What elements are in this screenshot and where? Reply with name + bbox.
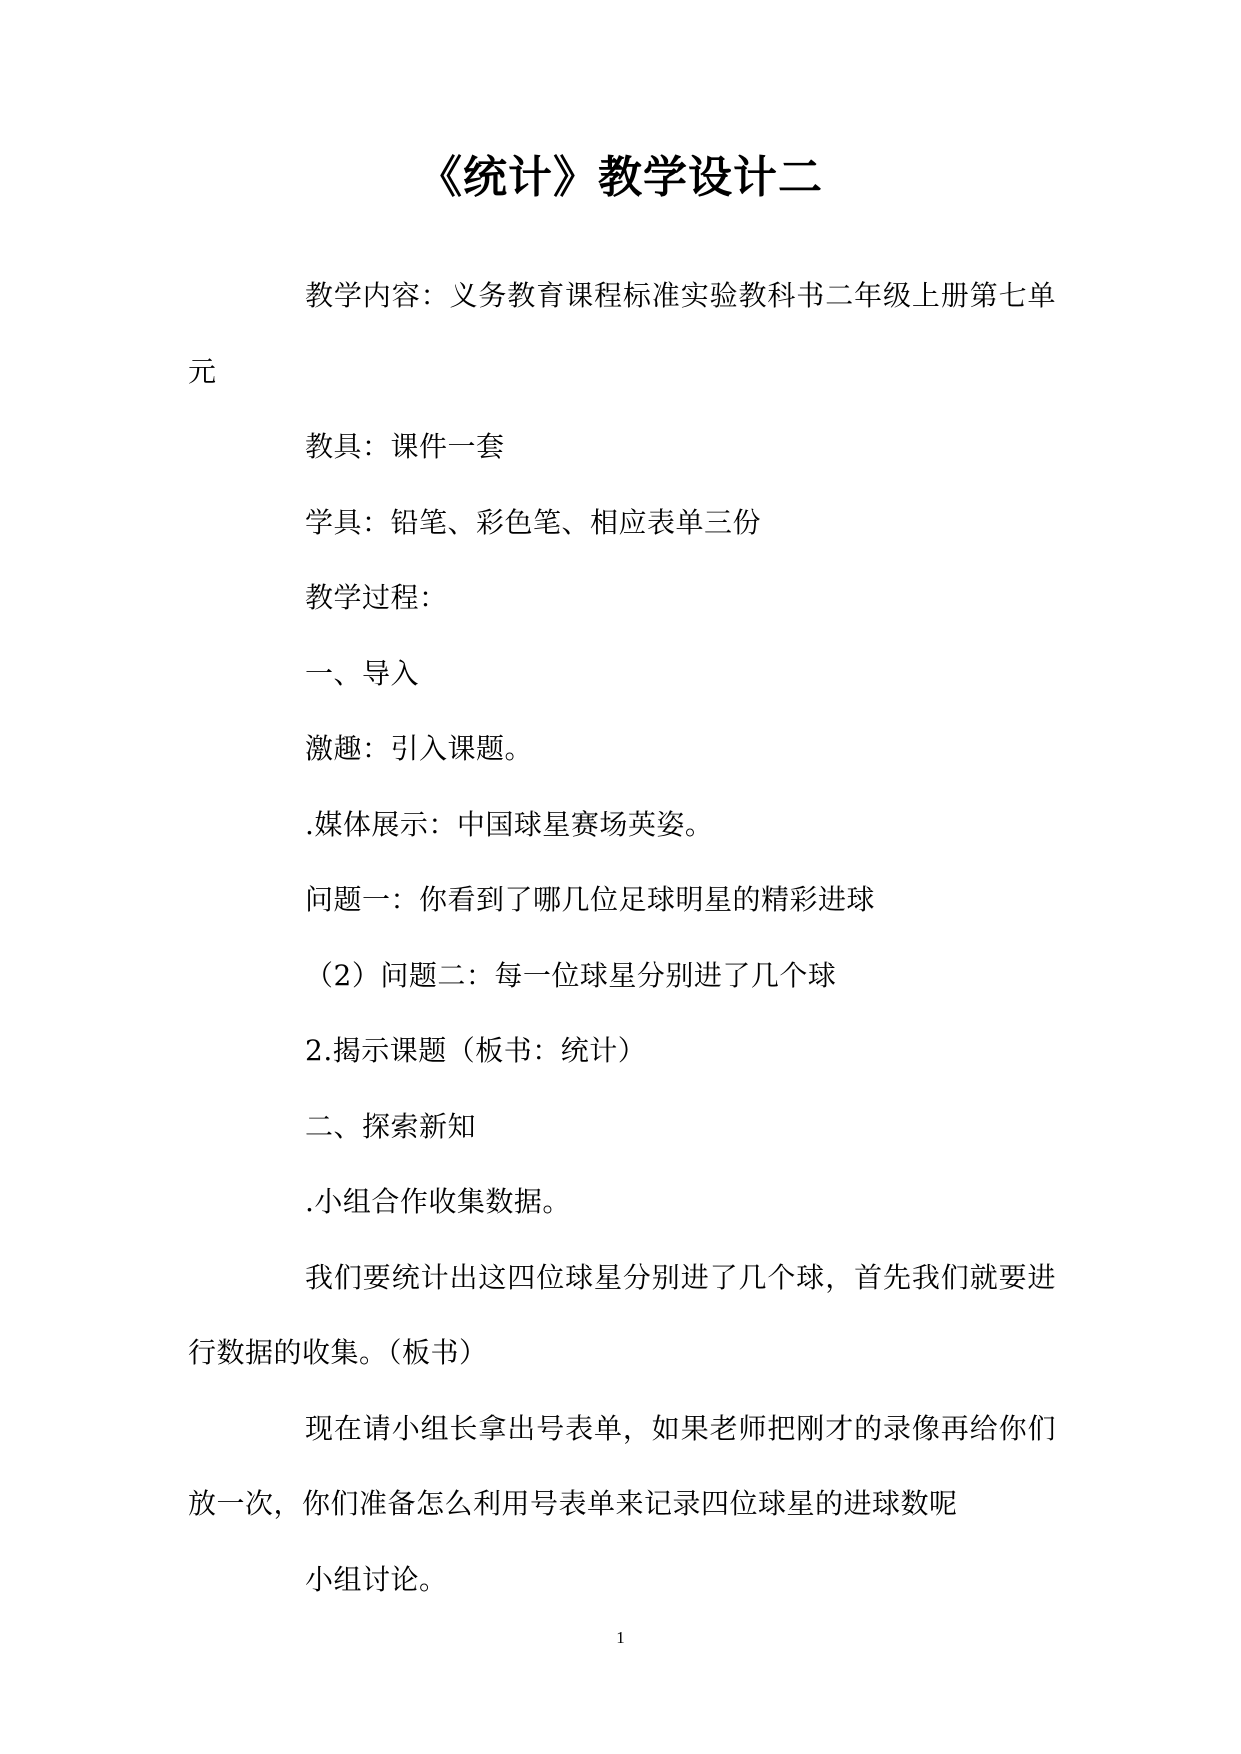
heading-introduction: 一、导入 bbox=[305, 656, 420, 690]
paragraph-question-two: （2）问题二：每一位球星分别进了几个球 bbox=[305, 958, 837, 992]
paragraph-reveal-topic: 2.揭示课题（板书：统计） bbox=[305, 1034, 647, 1067]
paragraph-media-display: .媒体展示：中国球星赛场英姿。 bbox=[305, 807, 714, 841]
paragraph-question-one: 问题一：你看到了哪几位足球明星的精彩进球 bbox=[305, 883, 876, 916]
document-body bbox=[188, 258, 1056, 1617]
paragraph-student-materials: 学具：铅笔、彩色笔、相应表单三份 bbox=[305, 505, 762, 539]
paragraph-teaching-process: 教学过程： bbox=[305, 581, 448, 614]
paragraph-group-collect-data: .小组合作收集数据。 bbox=[305, 1185, 571, 1218]
document-title: 《统计》教学设计二 bbox=[418, 152, 823, 203]
page-number: 1 bbox=[616, 1628, 625, 1647]
paragraph-motivation: 激趣：引入课题。 bbox=[305, 732, 534, 765]
paragraph-collect-data-explanation: 我们要统计出这四位球星分别进了几个球，首先我们就要进行数据的收集。（板书） bbox=[188, 1260, 1056, 1369]
paragraph-teaching-aids: 教具：课件一套 bbox=[305, 430, 505, 463]
paragraph-teaching-content: 教学内容：义务教育课程标准实验教科书二年级上册第七单元 bbox=[188, 279, 1056, 388]
paragraph-group-discussion: 小组讨论。 bbox=[305, 1562, 448, 1596]
heading-explore-new-knowledge: 二、探索新知 bbox=[305, 1109, 477, 1143]
paragraph-form-instructions: 现在请小组长拿出号表单，如果老师把刚才的录像再给你们放一次，你们准备怎么利用号表单来记录四位球星的进球数呢 bbox=[188, 1411, 1056, 1520]
